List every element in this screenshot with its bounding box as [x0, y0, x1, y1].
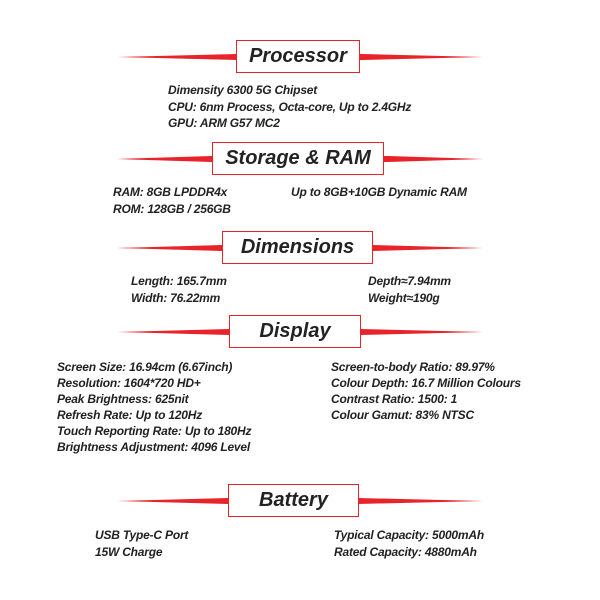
storage-specs-left	[113, 184, 231, 217]
battery-specs-right	[334, 527, 484, 560]
spec-line: Typical Capacity: 5000mAh	[334, 528, 484, 542]
spec-line: Resolution: 1604*720 HD+	[57, 376, 201, 390]
dimensions-specs-right	[368, 273, 451, 306]
spec-line: GPU: ARM G57 MC2	[168, 116, 280, 130]
spec-line: Screen-to-body Ratio: 89.97%	[331, 360, 495, 374]
spec-line: Length: 165.7mm	[131, 274, 227, 288]
display-specs-right	[331, 359, 521, 423]
spec-line: CPU: 6nm Process, Octa-core, Up to 2.4GHz	[168, 99, 412, 114]
spec-line: Peak Brightness: 625nit	[57, 392, 189, 406]
spec-line: Width: 76.22mm	[131, 290, 221, 305]
spec-line: Colour Gamut: 83% NTSC	[331, 408, 474, 422]
spec-line: ROM: 128GB / 256GB	[113, 201, 231, 216]
storage-specs-right	[291, 184, 467, 201]
spec-line: Weight≈190g	[368, 290, 440, 305]
spec-line: Rated Capacity: 4880mAh	[334, 544, 477, 559]
spec-line: Colour Depth: 16.7 Million Colours	[331, 376, 521, 390]
battery-specs-left	[95, 527, 188, 560]
spec-line: Up to 8GB+10GB Dynamic RAM	[291, 185, 467, 199]
processor-heading: Processor	[236, 40, 360, 73]
display-specs-left	[57, 359, 251, 455]
spec-line: Dimensity 6300 5G Chipset	[168, 83, 318, 97]
spec-line: USB Type-C Port	[95, 528, 189, 542]
battery-heading: Battery	[228, 484, 359, 517]
spec-line: Depth≈7.94mm	[368, 274, 451, 288]
spec-line: Contrast Ratio: 1500: 1	[331, 392, 458, 406]
spec-line: Touch Reporting Rate: Up to 180Hz	[57, 424, 252, 438]
dimensions-specs-left	[131, 273, 227, 306]
spec-line: Refresh Rate: Up to 120Hz	[57, 408, 203, 422]
dimensions-heading: Dimensions	[222, 231, 373, 264]
display-heading: Display	[229, 315, 361, 348]
spec-line: 15W Charge	[95, 544, 163, 559]
storage-heading: Storage & RAM	[212, 142, 384, 175]
spec-line: Screen Size: 16.94cm (6.67inch)	[57, 360, 233, 374]
spec-line: RAM: 8GB LPDDR4x	[113, 185, 228, 199]
processor-specs	[168, 82, 411, 132]
spec-line: Brightness Adjustment: 4096 Level	[57, 440, 251, 454]
